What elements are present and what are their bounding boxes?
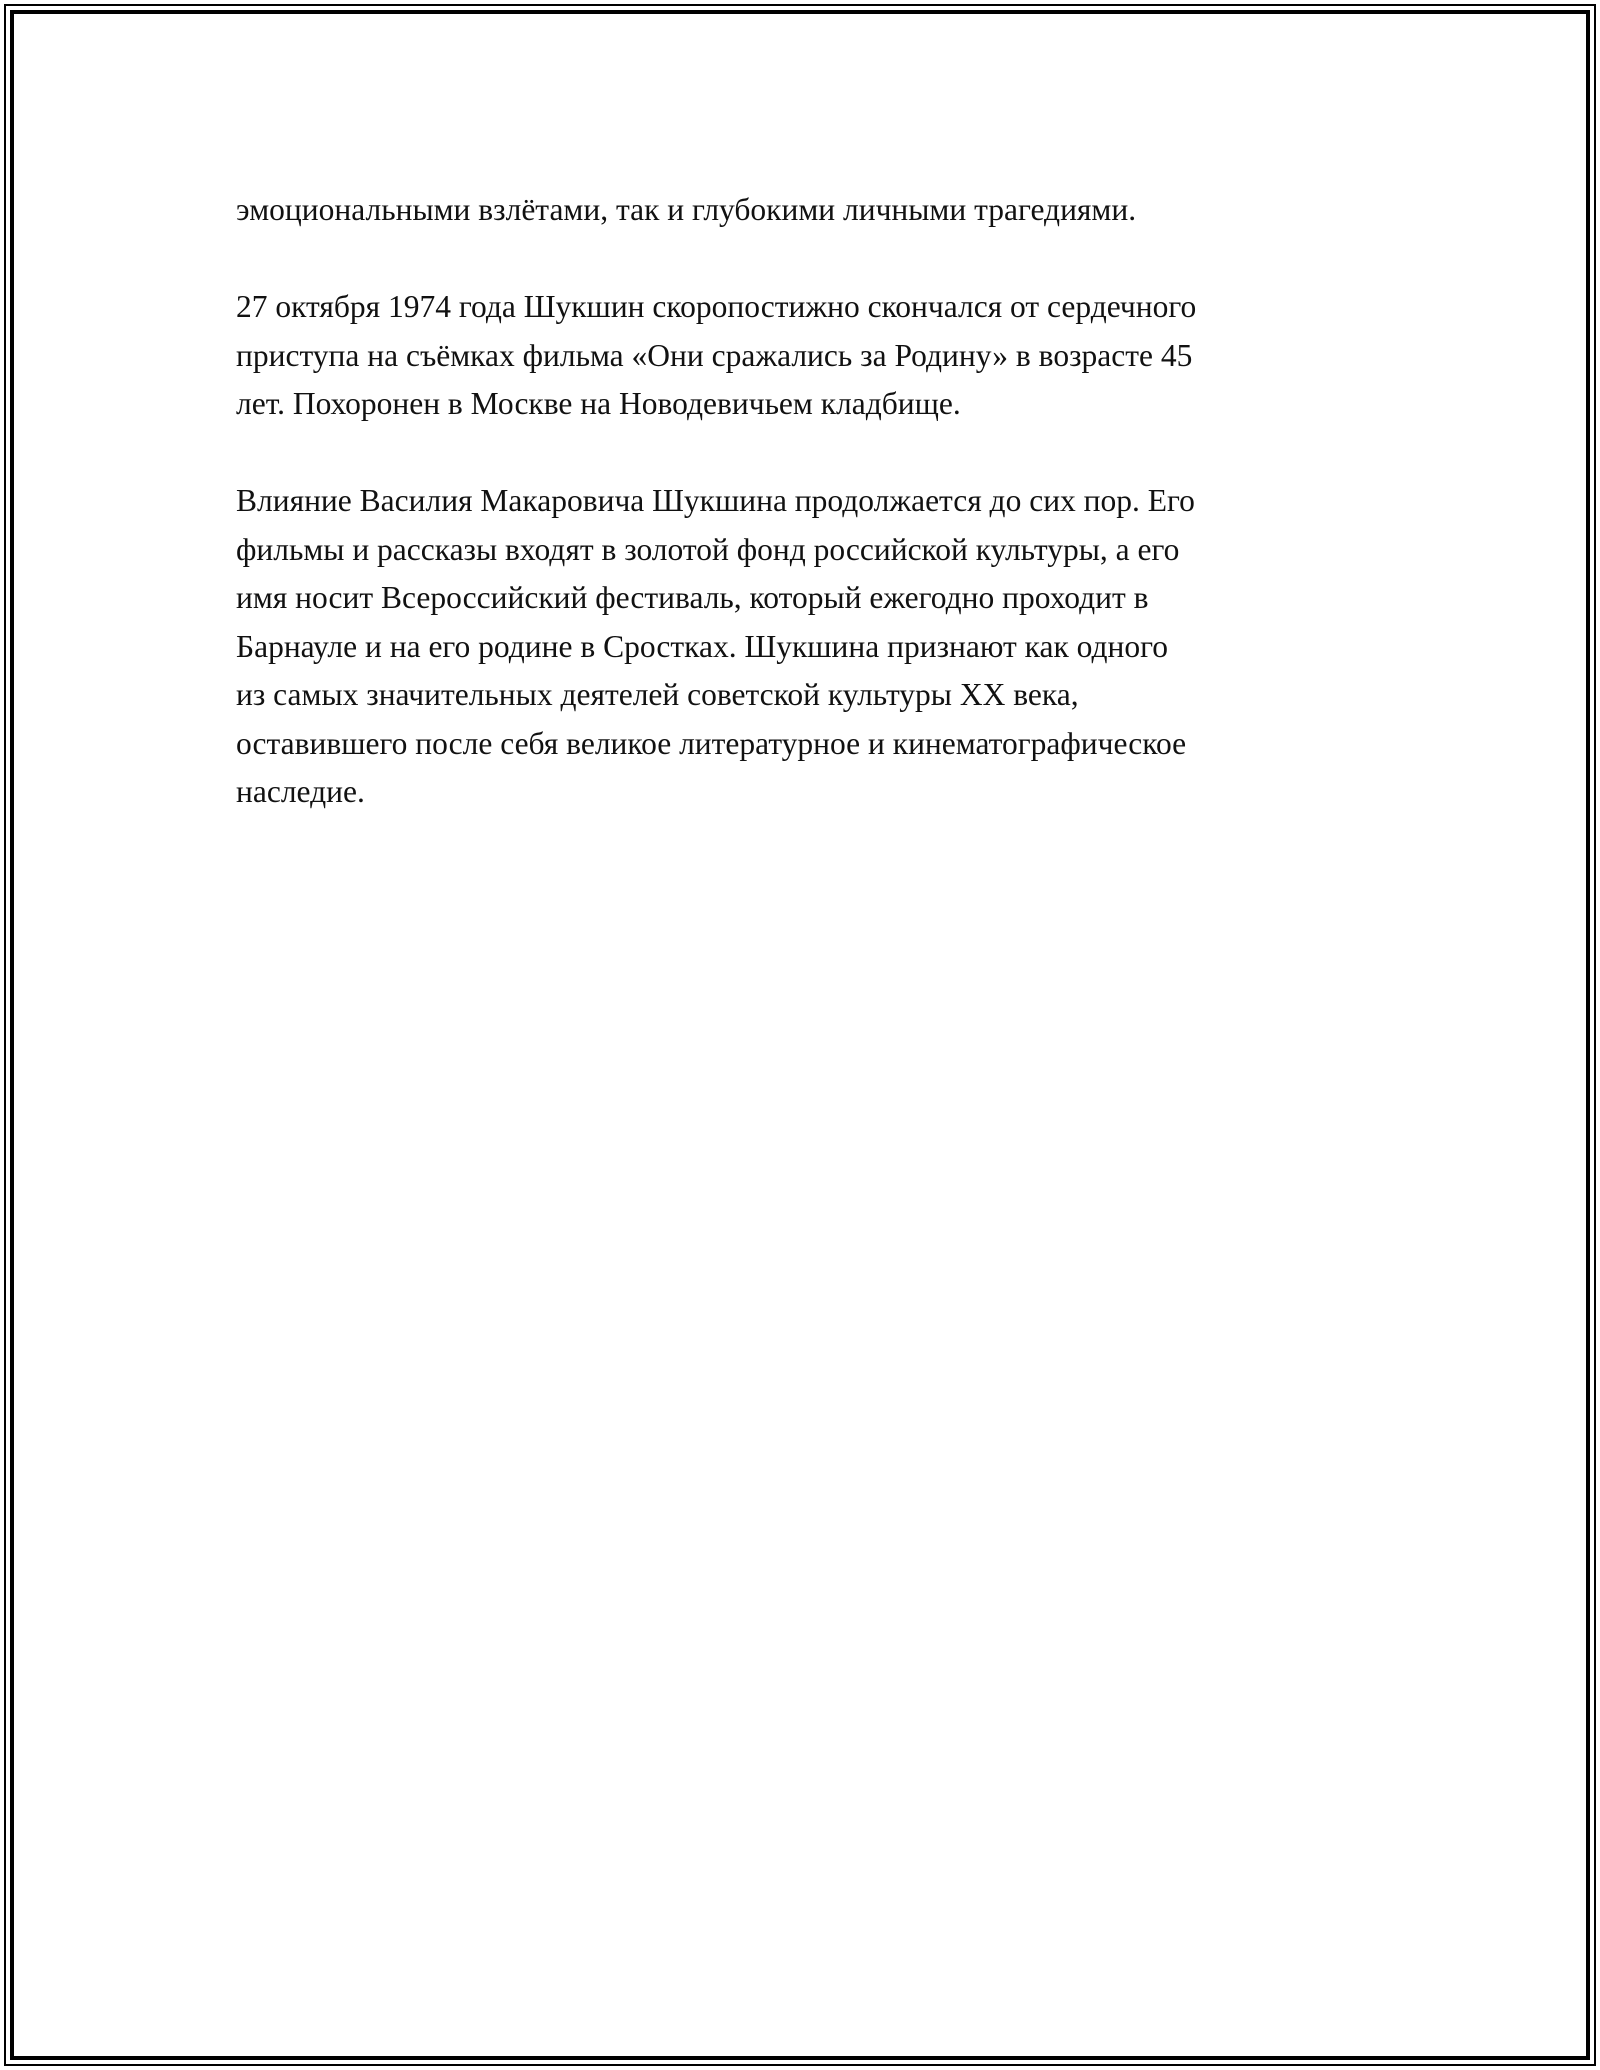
text-line: приступа на съёмках фильма «Они сражались за Родину» в возрасте 45 <box>236 337 1193 373</box>
text-line: наследие. <box>236 774 365 809</box>
text-line: эмоциональными взлётами, так и глубокими личными трагедиями. <box>236 192 1137 227</box>
text-line: лет. Похоронен в Москве на Новодевичьем кладбище. <box>236 386 961 421</box>
text-line: фильмы и рассказы входят в золотой фонд российской культуры, а его <box>236 531 1180 567</box>
document-body <box>236 186 1376 817</box>
paragraph-death <box>236 283 1376 429</box>
paragraph-emotional-highs <box>236 186 1376 235</box>
paragraph-legacy <box>236 477 1376 817</box>
text-line: из самых значительных деятелей советской культуры XX века, <box>236 677 1079 712</box>
text-line: оставившего после себя великое литературное и кинематографическое <box>236 725 1187 761</box>
text-line: имя носит Всероссийский фестиваль, который ежегодно проходит в <box>236 580 1149 615</box>
text-line: Влияние Василия Макаровича Шукшина продолжается до сих пор. Его <box>236 483 1195 518</box>
text-line: 27 октября 1974 года Шукшин скоропостижно скончался от сердечного <box>236 289 1197 324</box>
text-line: Барнауле и на его родине в Сростках. Шукшина признают как одного <box>236 628 1168 664</box>
